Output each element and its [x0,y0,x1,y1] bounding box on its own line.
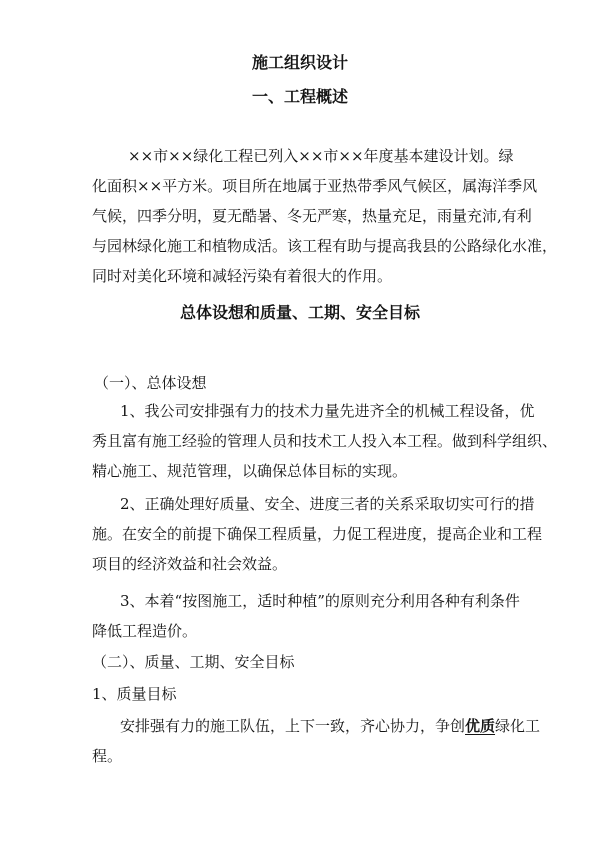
section-heading-goals: 总体设想和质量、工期、安全目标 [179,303,420,322]
overview-line: 同时对美化环境和减轻污染有着很大的作用。 [92,267,393,285]
section-heading-overview: 一、工程概述 [251,87,348,106]
item-3-line: 3、本着“按图施工，适时种植”的原则充分利用各种有利条件 [120,592,520,610]
subsection-heading-overall: （一）、总体设想 [94,374,207,392]
quality-target-line-2: 程。 [92,747,123,765]
item-1-line: 1、我公司安排强有力的技术力量先进齐全的机械工程设备，优 [120,402,535,420]
item-2-line: 2、正确处理好质量、安全、进度三者的关系采取切实可行的措 [120,495,535,513]
item-2-line: 施。在安全的前提下确保工程质量，力促工程进度，提高企业和工程 [92,525,543,543]
quality-text-before: 安排强有力的施工队伍，上下一致，齐心协力，争创 [120,717,466,735]
quality-target-line [120,716,540,736]
quality-emphasis: 优质 [465,717,496,735]
item-2-line: 项目的经济效益和社会效益。 [92,555,288,573]
overview-line: 与园林绿化施工和植物成活。该工程有助与提高我县的公路绿化水准， [92,237,558,255]
quality-target-heading: 1、质量目标 [92,685,177,703]
overview-line: ××市××绿化工程已列入××市××年度基本建设计划。绿 [128,147,514,165]
item-1-line: 精心施工、规范管理，以确保总体目标的实现。 [92,462,408,480]
subsection-heading-targets: （二）、质量、工期、安全目标 [92,653,295,671]
item-3-line: 降低工程造价。 [92,622,198,640]
document-title: 施工组织设计 [251,53,348,72]
quality-text-after: 绿化工 [495,717,541,735]
overview-line: 气候，四季分明，夏无酷暑、冬无严寒，热量充足，雨量充沛,有利 [92,207,532,225]
item-1-line: 秀且富有施工经验的管理人员和技术工人投入本工程。做到科学组织、 [92,432,558,450]
overview-line: 化面积××平方米。项目所在地属于亚热带季风气候区，属海洋季风 [92,177,538,195]
